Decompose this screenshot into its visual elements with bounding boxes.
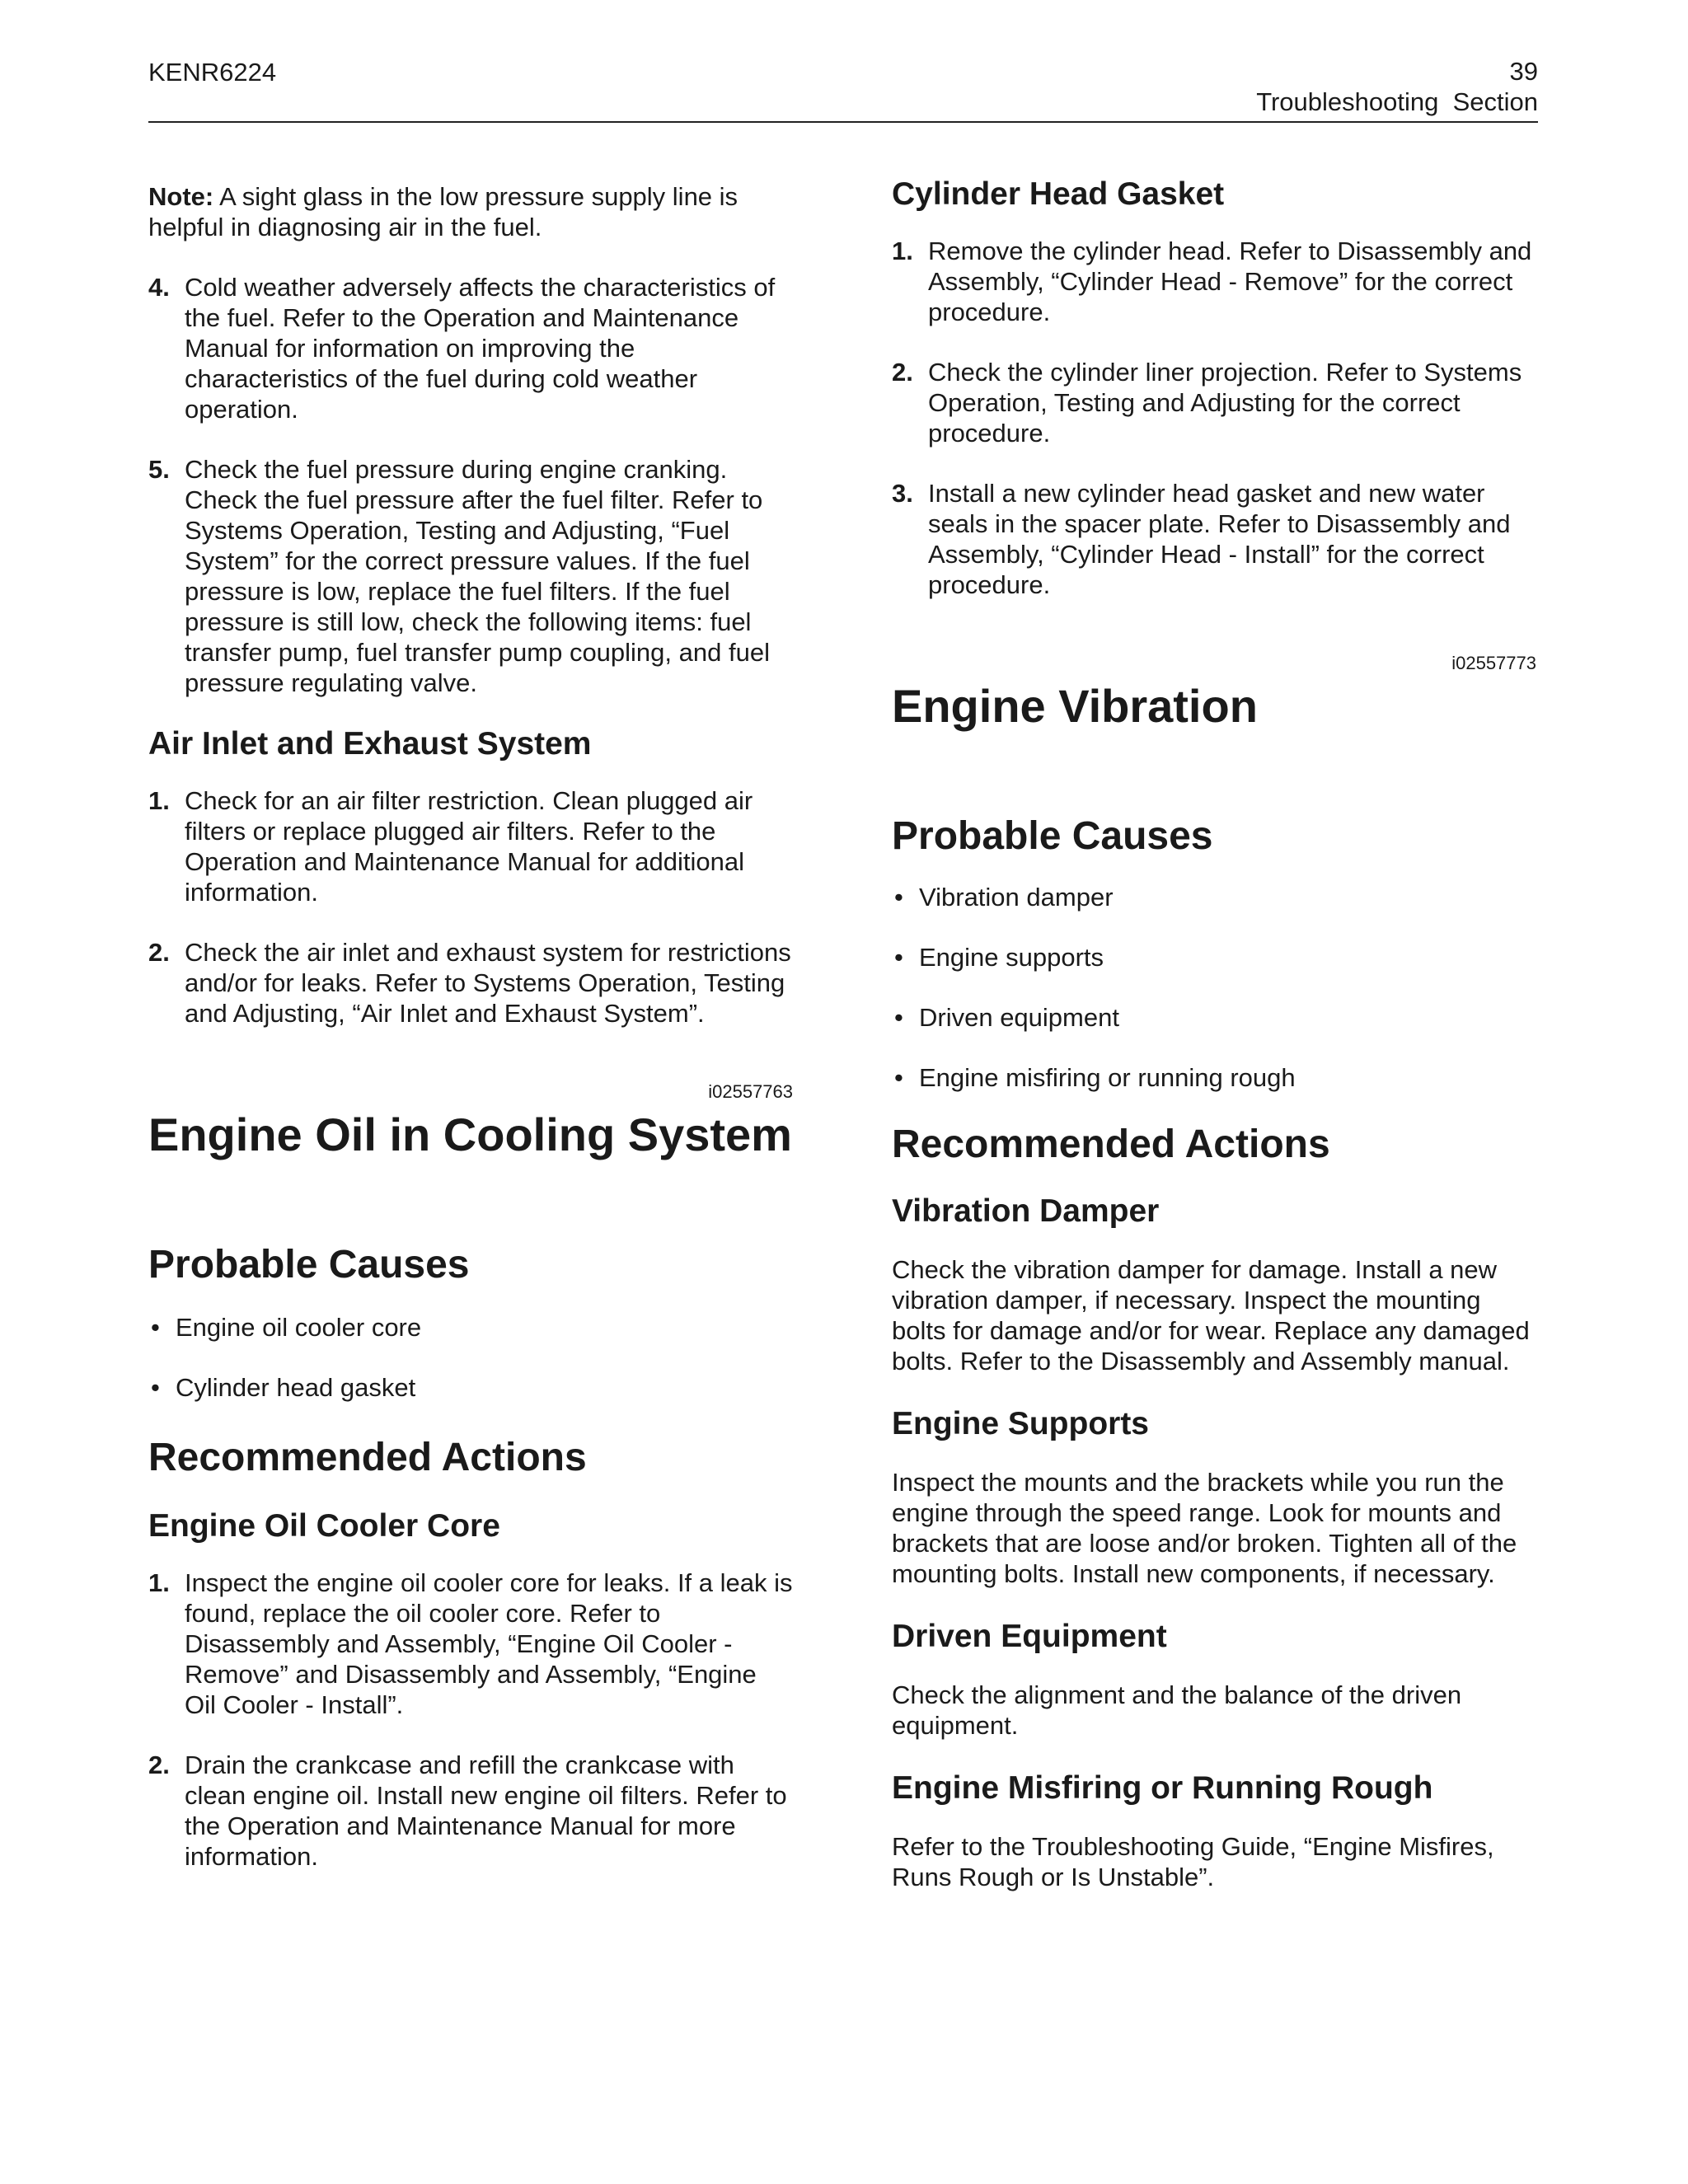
list-item [148,1750,793,1872]
list-item [148,1568,793,1720]
right-column [892,176,1536,1892]
list-item [148,785,793,907]
subheading-misfiring: Engine Misfiring or Running Rough [892,1770,1433,1806]
causes-list [892,882,1536,1093]
page-header-right [1256,56,1538,117]
subheading-engine-supports: Engine Supports [892,1406,1149,1441]
list-item [892,882,1536,912]
step-number: 1. [148,786,170,815]
fuel-steps-list [148,272,793,698]
step-text: Inspect the engine oil cooler core for leaks. If a leak is found, replace the oil cooler core. Refer to Disassembly and Assembly, “Engine Oil Cooler - Remove” and Disassembly and Assembly, “Engine Oil Cooler - Install”. [185,1568,793,1719]
bullet-icon: • [894,943,903,972]
list-item [892,357,1536,448]
cause-text: Cylinder head gasket [176,1373,416,1402]
list-item [892,1062,1536,1093]
bullet-icon: • [151,1313,160,1342]
section-heading-recommended-actions: Recommended Actions [148,1436,587,1479]
step-number: 3. [892,479,913,508]
step-text: Check for an air filter restriction. Clean plugged air filters or replace plugged air filters. Refer to the Operation and Maintenance Manual for additional information. [185,786,753,907]
misfire-paragraph: Refer to the Troubleshooting Guide, “Engine Misfires, Runs Rough or Is Unstable”. [892,1832,1494,1891]
step-number: 5. [148,455,170,484]
step-number: 2. [892,358,913,387]
damper-paragraph: Check the vibration damper for damage. Install a new vibration damper, if necessary. Inspect the mounting bolts for damage and/or for wear. Replace any damaged bolts. Refer to the Disassembly and Assembly manual. [892,1255,1530,1376]
step-text: Check the air inlet and exhaust system for restrictions and/or for leaks. Refer to Systems Operation, Testing and Adjusting, “Air Inlet and Exhaust System”. [185,938,791,1028]
document-id: i02557763 [708,1081,793,1102]
cooler-steps-list [148,1568,793,1872]
document-code: KENR6224 [148,58,277,87]
list-item [148,1312,793,1343]
causes-list [148,1312,793,1403]
air-steps-list [148,785,793,1029]
list-item [148,272,793,424]
step-text: Check the cylinder liner projection. Refer to Systems Operation, Testing and Adjusting for the correct procedure. [928,358,1522,448]
list-item [892,942,1536,972]
page-title-engine-oil: Engine Oil in Cooling System [148,1108,792,1160]
cause-text: Vibration damper [919,883,1114,912]
list-item [148,1372,793,1403]
list-item [892,236,1536,327]
section-heading-probable-causes: Probable Causes [892,814,1213,858]
list-item [148,937,793,1029]
subheading-vibration-damper: Vibration Damper [892,1193,1160,1229]
step-number: 1. [892,237,913,265]
bullet-icon: • [894,1063,903,1092]
cause-text: Engine misfiring or running rough [919,1063,1296,1092]
step-text: Install a new cylinder head gasket and new water seals in the spacer plate. Refer to Disassembly and Assembly, “Cylinder Head - Install” for the correct procedure. [928,479,1511,599]
subheading-oil-cooler-core: Engine Oil Cooler Core [148,1508,500,1544]
step-number: 1. [148,1568,170,1597]
list-item [148,454,793,698]
step-text: Cold weather adversely affects the characteristics of the fuel. Refer to the Operation and Maintenance Manual for information on improving the characteristics of the fuel during cold weather operation. [185,273,776,424]
section-heading-air-inlet: Air Inlet and Exhaust System [148,726,592,762]
page-title-engine-vibration: Engine Vibration [892,680,1258,732]
document-id: i02557773 [1451,653,1536,673]
driven-paragraph: Check the alignment and the balance of the driven equipment. [892,1680,1462,1740]
step-number: 4. [148,273,170,302]
note-text: A sight glass in the low pressure supply line is helpful in diagnosing air in the fuel. [148,182,738,241]
cause-text: Driven equipment [919,1003,1119,1032]
list-item [892,1002,1536,1033]
step-text: Drain the crankcase and refill the crankcase with clean engine oil. Install new engine oil filters. Refer to the Operation and Maintenance Manual for more information. [185,1750,787,1871]
step-text: Remove the cylinder head. Refer to Disassembly and Assembly, “Cylinder Head - Remove” for the correct procedure. [928,237,1532,326]
page-number: 39 [1509,57,1538,86]
step-number: 2. [148,1750,170,1779]
bullet-icon: • [151,1373,160,1402]
section-name: Troubleshooting Section [1256,87,1538,116]
subheading-driven-equipment: Driven Equipment [892,1619,1167,1654]
header-divider [148,121,1538,123]
bullet-icon: • [894,1003,903,1032]
step-number: 2. [148,938,170,967]
left-column [148,181,793,1872]
section-heading-probable-causes: Probable Causes [148,1243,470,1286]
note-label: Note: [148,182,214,211]
bullet-icon: • [894,883,903,912]
subheading-cylinder-head-gasket: Cylinder Head Gasket [892,176,1225,212]
list-item [892,478,1536,600]
supports-paragraph: Inspect the mounts and the brackets while you run the engine through the speed range. Look for mounts and brackets that are loose and/or broken. Tighten all of the mounting bolts. Install new components, if necessary. [892,1468,1517,1588]
note-paragraph [148,181,793,242]
gasket-steps-list [892,236,1536,600]
step-text: Check the fuel pressure during engine cranking. Check the fuel pressure after the fuel filter. Refer to Systems Operation, Testing and Adjusting, “Fuel System” for the correct pressure values. If the fuel pressure is low, replace the fuel filters. If the fuel pressure is still low, check the following items: fuel transfer pump, fuel transfer pump coupling, and fuel pressure regulating valve. [185,455,770,697]
section-heading-recommended-actions: Recommended Actions [892,1122,1330,1166]
cause-text: Engine supports [919,943,1104,972]
cause-text: Engine oil cooler core [176,1313,422,1342]
